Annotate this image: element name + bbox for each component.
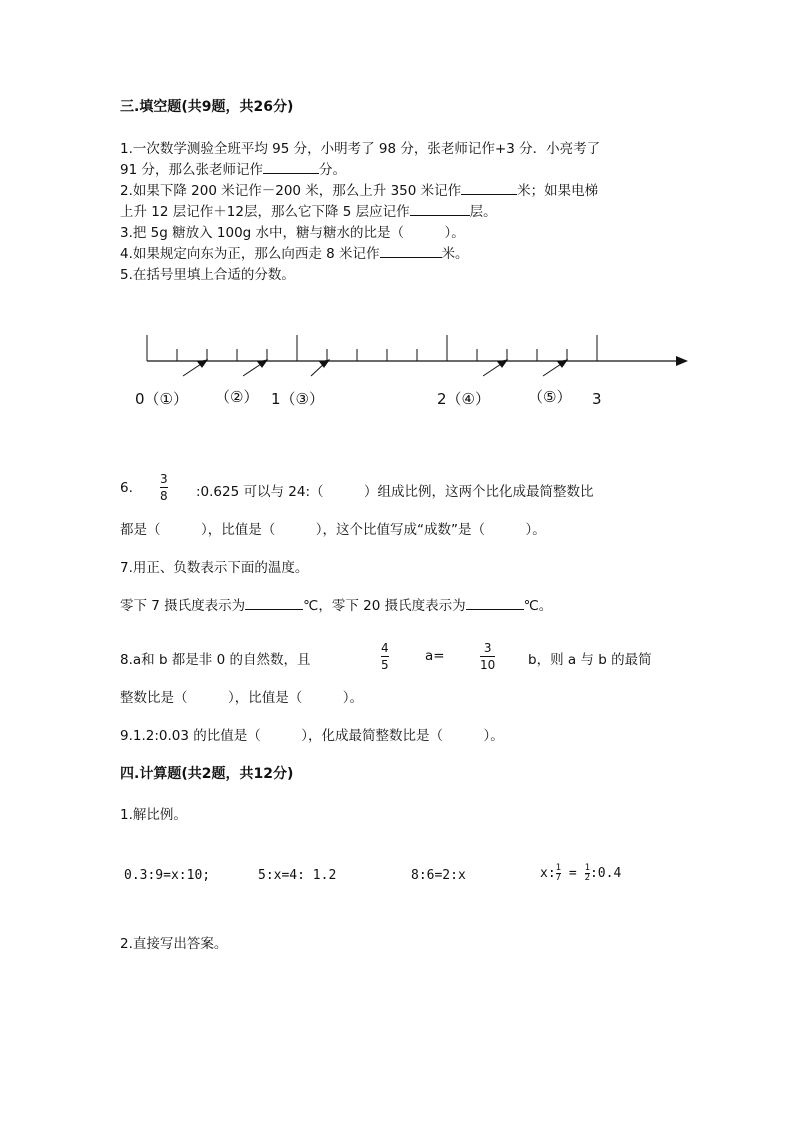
minor-ticks	[177, 349, 567, 361]
q3: 3.把 5g 糖放入 100g 水中，糖与糖水的比是（ ）。	[120, 225, 465, 241]
fraction-denominator: 5	[381, 658, 389, 672]
q8-fraction-1	[381, 641, 389, 672]
q2-text-c: 上升 12 层记作＋12层，那么它下降 5 层应记作	[120, 204, 410, 220]
q7-answer-blank-1[interactable]	[245, 595, 303, 610]
q5: 5.在括号里填上合适的分数。	[120, 267, 295, 283]
calc-q2: 2.直接写出答案。	[120, 936, 228, 952]
eq4-text-b: =	[561, 866, 585, 881]
numberline-label-2-4: 2（④）	[437, 390, 490, 408]
q1-answer-blank[interactable]	[263, 159, 319, 174]
q4	[120, 242, 469, 262]
q6-number: 6.	[120, 480, 133, 496]
calc-q1: 1.解比例。	[120, 807, 187, 823]
numberline-label-2: （②）	[215, 388, 259, 406]
numberline-label-3: 3	[592, 390, 602, 408]
q8-line2: 整数比是（ ），比值是（ ）。	[120, 690, 363, 706]
q4-text-b: 米。	[441, 246, 469, 262]
q1-text-b: 分。	[318, 162, 346, 178]
numberline-label-1: 1（③）	[271, 390, 324, 408]
q4-answer-blank[interactable]	[380, 243, 442, 258]
equation-1: 0.3:9=x:10;	[124, 868, 211, 883]
q8-text-b: a=	[425, 648, 445, 664]
q8-fraction-2	[480, 641, 495, 672]
q2-answer-blank-2[interactable]	[410, 201, 470, 216]
equation-2: 5:x=4: 1.2	[258, 868, 337, 883]
fraction-numerator: 4	[381, 641, 389, 655]
eq4-text-a: x:	[540, 866, 556, 881]
arrow-head-icon	[676, 356, 688, 366]
q4-text-a: 4.如果规定向东为正，那么向西走 8 米记作	[120, 246, 380, 262]
section-4-heading: 四.计算题(共2题，共12分)	[120, 766, 294, 782]
fraction-denominator: 10	[480, 658, 496, 672]
eq4-text-c: :0.4	[589, 866, 622, 881]
numberline-label-5: （⑤）	[528, 388, 572, 406]
eq4-fraction-2: $\frac{1}{2}$	[584, 863, 590, 883]
q2-text-b: 米；如果电梯	[517, 183, 599, 199]
q6-fraction	[160, 472, 168, 503]
q6-line2: 都是（ ），比值是（ ），这个比值写成“成数”是（ ）。	[120, 522, 546, 538]
q2-answer-blank-1[interactable]	[461, 180, 517, 195]
q2-line1	[120, 179, 598, 199]
q2-line2	[120, 200, 497, 220]
q2-text-d: 层。	[469, 204, 497, 220]
q8-text-a: 8.a和 b 都是非 0 的自然数，且	[120, 652, 311, 668]
q7-text-a: 零下 7 摄氏度表示为	[120, 598, 246, 614]
q7-answer-blank-2[interactable]	[466, 595, 524, 610]
pointer-arrows	[183, 360, 567, 376]
q9: 9.1.2:0.03 的比值是（ ），化成最简整数比是（ ）。	[120, 728, 504, 744]
fraction-numerator: 3	[160, 472, 168, 486]
numberline-label-0: 0（①）	[135, 390, 188, 408]
q1-text-a: 91 分，那么张老师记作	[120, 162, 263, 178]
section-3-heading: 三.填空题(共9题，共26分)	[120, 99, 294, 115]
fraction-numerator: 3	[483, 641, 492, 655]
q8-text-c: b，则 a 与 b 的最简	[528, 652, 652, 668]
q1-line1: 1.一次数学测验全班平均 95 分，小明考了 98 分，张老师记作+3 分．小亮考了	[120, 141, 601, 157]
q7-text-c: ℃。	[523, 598, 553, 614]
q1-line2	[120, 158, 346, 178]
number-line	[0, 320, 794, 420]
equation-4	[540, 864, 621, 883]
q2-text-a: 2.如果下降 200 米记作－200 米，那么上升 350 米记作	[120, 183, 462, 199]
q7: 7.用正、负数表示下面的温度。	[120, 560, 309, 576]
fraction-denominator: 8	[160, 489, 168, 503]
q6-line1: :0.625 可以与 24:（ ）组成比例，这两个比化成最简整数比	[196, 484, 594, 500]
eq4-fraction-1: $\frac{1}{7}$	[555, 863, 562, 883]
q7-text-b: ℃，零下 20 摄氏度表示为	[303, 598, 466, 614]
q7-line	[120, 594, 552, 614]
equation-3: 8:6=2:x	[411, 868, 466, 883]
